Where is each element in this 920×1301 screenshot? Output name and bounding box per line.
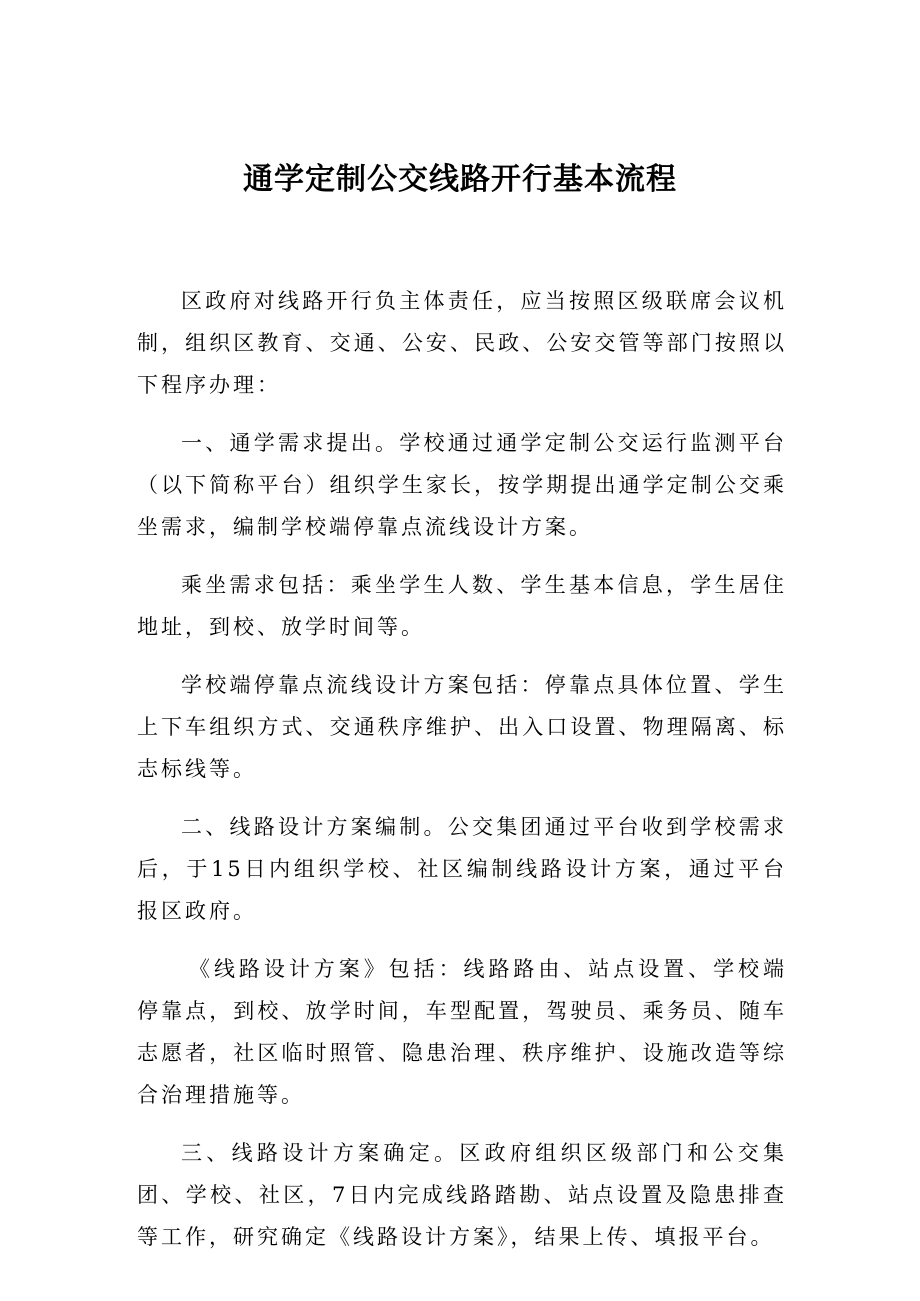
paragraph-step-1: 一、通学需求提出。学校通过通学定制公交运行监测平台（以下简称平台）组织学生家长，按学期提出通学定制公交乘坐需求，编制学校端停靠点流线设计方案。 [137,431,787,539]
document-title: 通学定制公交线路开行基本流程 [243,162,677,197]
paragraph-step-2: 二、线路设计方案编制。公交集团通过平台收到学校需求后，于15日内组织学校、社区编制线路设计方案，通过平台报区政府。 [137,815,787,923]
paragraph-route-plan-contents: 《线路设计方案》包括：线路路由、站点设置、学校端停靠点，到校、放学时间，车型配置，驾驶员、乘务员、随车志愿者，社区临时照管、隐患治理、秩序维护、设施改造等综合治理措施等。 [137,957,787,1107]
paragraph-intro: 区政府对线路开行负主体责任，应当按照区级联席会议机制，组织区教育、交通、公安、民政、公安交管等部门按照以下程序办理： [137,289,787,397]
paragraph-stop-plan: 学校端停靠点流线设计方案包括：停靠点具体位置、学生上下车组织方式、交通秩序维护、出入口设置、物理隔离、标志标线等。 [137,673,787,781]
paragraph-ride-demand: 乘坐需求包括：乘坐学生人数、学生基本信息，学生居住地址，到校、放学时间等。 [137,573,787,639]
paragraph-step-3: 三、线路设计方案确定。区政府组织区级部门和公交集团、学校、社区，7日内完成线路踏勘、站点设置及隐患排查等工作，研究确定《线路设计方案》，结果上传、填报平台。 [137,1141,787,1249]
document-body [137,280,787,1274]
